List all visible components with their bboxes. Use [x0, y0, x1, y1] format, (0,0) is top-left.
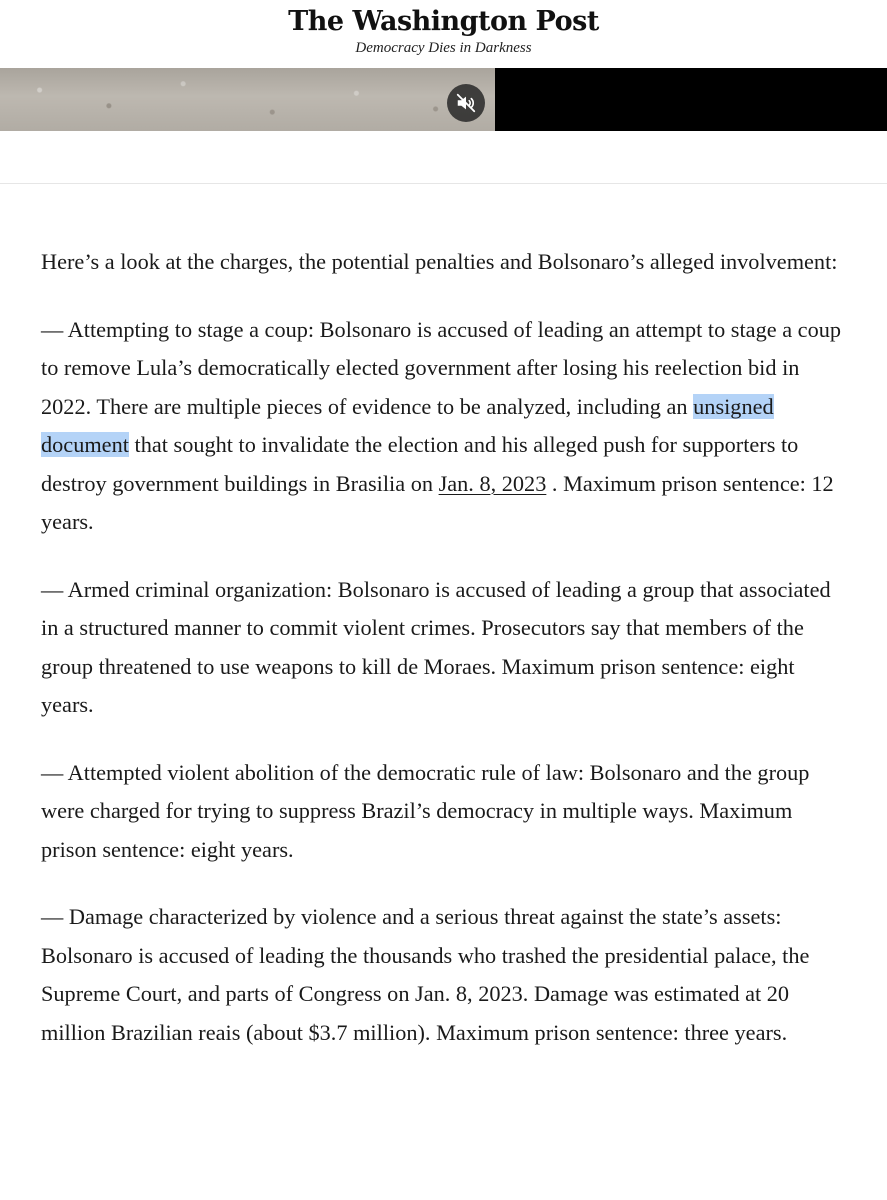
video-frame[interactable]	[0, 68, 495, 131]
site-tagline: Democracy Dies in Darkness	[355, 40, 532, 56]
charge-abolition-rule-of-law-paragraph: — Attempted violent abolition of the democratic rule of law: Bolsonaro and the group were charged for trying to suppress Brazil’s democracy in multiple ways. Maximum prison sentence: eight years.	[41, 759, 810, 862]
charge-coup-paragraph	[41, 311, 841, 542]
charge-damage-paragraph: — Damage characterized by violence and a serious threat against the state’s assets: Bolsonaro is accused of leading the thousands who trashed the presidential palace, the Supreme Court, and parts of Congress on Jan. 8, 2023. Damage was estimated at 20 million Brazilian reais (about $3.7 million). Maximum prison sentence: three years.	[41, 904, 810, 1045]
charge-armed-organization-paragraph: — Armed criminal organization: Bolsonaro is accused of leading a group that associated in a structured manner to commit violent crimes. Prosecutors say that members of the group threatened to use weapons to kill de Moraes. Maximum prison sentence: eight years.	[41, 576, 831, 717]
article-intro: Here’s a look at the charges, the potential penalties and Bolsonaro’s alleged involvement:	[41, 249, 838, 274]
article-body	[41, 243, 841, 1081]
selected-text-highlight[interactable]: unsigned document	[41, 393, 774, 457]
charge-coup-text-a: — Attempting to stage a coup: Bolsonaro is accused of leading an attempt to stage a coup to remove Lula’s democratically elected government after losing his reelection bid in 2022. There are multiple pieces of evidence to be analyzed, including an	[41, 316, 842, 419]
muted-speaker-icon	[455, 92, 477, 114]
video-player[interactable]	[0, 68, 887, 131]
charge-coup-text-b: that sought to invalidate the election and his alleged push for supporters to destroy government buildings in Brasilia on	[41, 432, 799, 496]
site-logo[interactable]: The Washington Post	[288, 6, 599, 37]
mute-button[interactable]	[447, 84, 485, 122]
jan-8-2023-link[interactable]: Jan. 8, 2023	[438, 470, 547, 496]
section-divider	[0, 183, 887, 184]
charge-coup-text-c: . Maximum prison sentence: 12 years.	[41, 470, 834, 534]
masthead	[0, 0, 887, 68]
